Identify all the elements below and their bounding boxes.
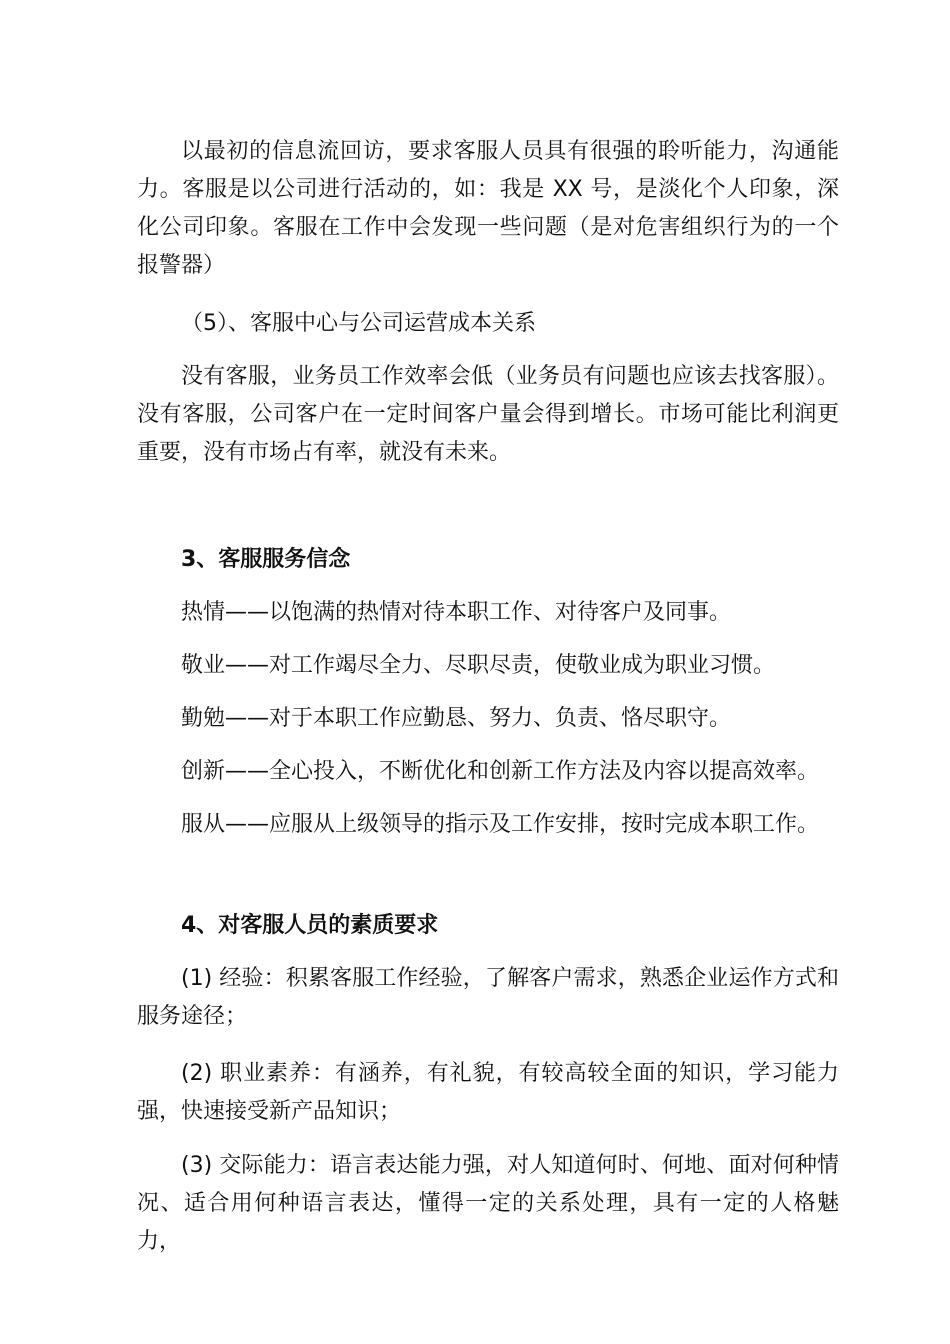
section-heading-quality-requirements: 4、对客服人员的素质要求 [181,913,439,938]
subheading-cost-relation: （5）、客服中心与公司运营成本关系 [181,311,536,336]
section-heading-service-beliefs: 3、客服服务信念 [181,547,351,572]
belief-item-obedience: 服从——应服从上级领导的指示及工作安排，按时完成本职工作。 [181,812,820,837]
belief-item-innovation: 创新——全心投入，不断优化和创新工作方法及内容以提高效率。 [181,759,820,784]
belief-item-dedication: 敬业——对工作竭尽全力、尽职尽责，使敬业成为职业习惯。 [181,653,776,678]
belief-item-diligence: 勤勉——对于本职工作应勤恳、努力、负责、恪尽职守。 [181,706,732,731]
paragraph-info-flow: 以最初的信息流回访，要求客服人员具有很强的聆听能力，沟通能力。客服是以公司进行活动的，如：我是 XX 号，是淡化个人印象，深化公司印象。客服在工作中会发现一些问题（是对危害组织行为的一个报警器） [137,139,839,278]
requirement-item-professionalism: (2) 职业素养：有涵养，有礼貌，有较高较全面的知识，学习能力强，快速接受新产品知识； [137,1061,839,1124]
requirement-item-communication: (3) 交际能力：语言表达能力强，对人知道何时、何地、面对何种情况、适合用何种语言表达，懂得一定的关系处理，具有一定的人格魅力， [137,1153,839,1254]
paragraph-no-service: 没有客服，业务员工作效率会低（业务员有问题也应该去找客服）。没有客服，公司客户在一定时间客户量会得到增长。市场可能比利润更重要，没有市场占有率，就没有未来。 [137,364,839,465]
belief-item-enthusiasm: 热情——以饱满的热情对待本职工作、对待客户及同事。 [181,600,732,625]
requirement-item-experience: (1) 经验：积累客服工作经验，了解客户需求，熟悉企业运作方式和服务途径； [137,966,839,1029]
